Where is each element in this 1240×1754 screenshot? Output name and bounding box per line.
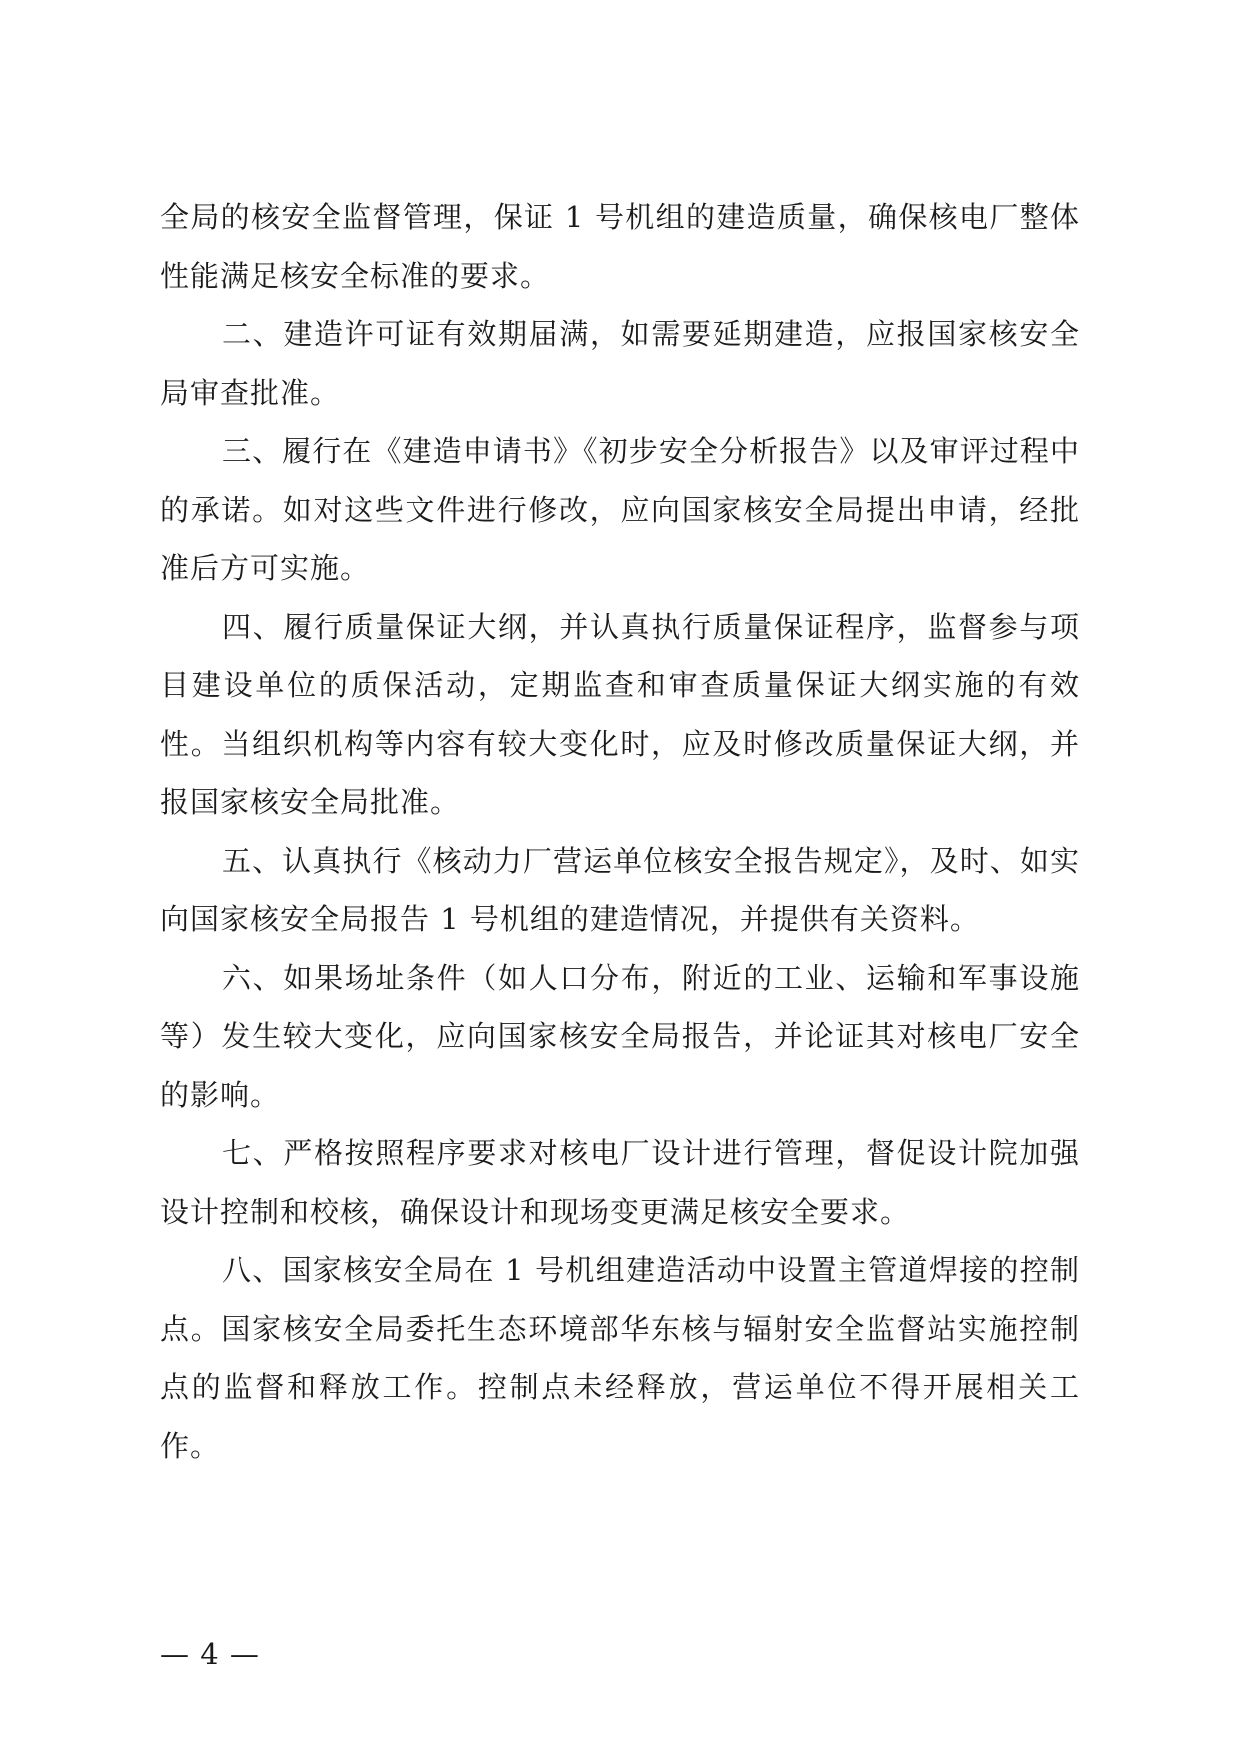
- paragraph-item-3: 三、履行在《建造申请书》《初步安全分析报告》以及审评过程中的承诺。如对这些文件进行修改，应向国家核安全局提出申请，经批准后方可实施。: [160, 434, 1080, 585]
- paragraph-item-5: 五、认真执行《核动力厂营运单位核安全报告规定》，及时、如实向国家核安全局报告 1 号机组的建造情况，并提供有关资料。: [160, 843, 1080, 936]
- paragraph-item-4: 四、履行质量保证大纲，并认真执行质量保证程序，监督参与项目建设单位的质保活动，定期监查和审查质量保证大纲实施的有效性。当组织机构等内容有较大变化时，应及时修改质量保证大纲，并报国家核安全局批准。: [160, 609, 1080, 819]
- paragraph-continuation: 全局的核安全监督管理，保证 1 号机组的建造质量，确保核电厂整体性能满足核安全标准的要求。: [160, 200, 1080, 293]
- document-body: [160, 188, 1080, 1475]
- paragraph-item-6: 六、如果场址条件（如人口分布，附近的工业、运输和军事设施等）发生较大变化，应向国家核安全局报告，并论证其对核电厂安全的影响。: [160, 960, 1080, 1112]
- paragraph-item-2: 二、建造许可证有效期届满，如需要延期建造，应报国家核安全局审查批准。: [160, 317, 1080, 410]
- paragraph-item-8: 八、国家核安全局在 1 号机组建造活动中设置主管道焊接的控制点。国家核安全局委托生态环境部华东核与辐射安全监督站实施控制点的监督和释放工作。控制点未经释放，营运单位不得开展相关工作。: [160, 1253, 1080, 1463]
- page-number: — 4 —: [160, 1637, 260, 1671]
- paragraph-item-7: 七、严格按照程序要求对核电厂设计进行管理，督促设计院加强设计控制和校核，确保设计和现场变更满足核安全要求。: [160, 1136, 1080, 1229]
